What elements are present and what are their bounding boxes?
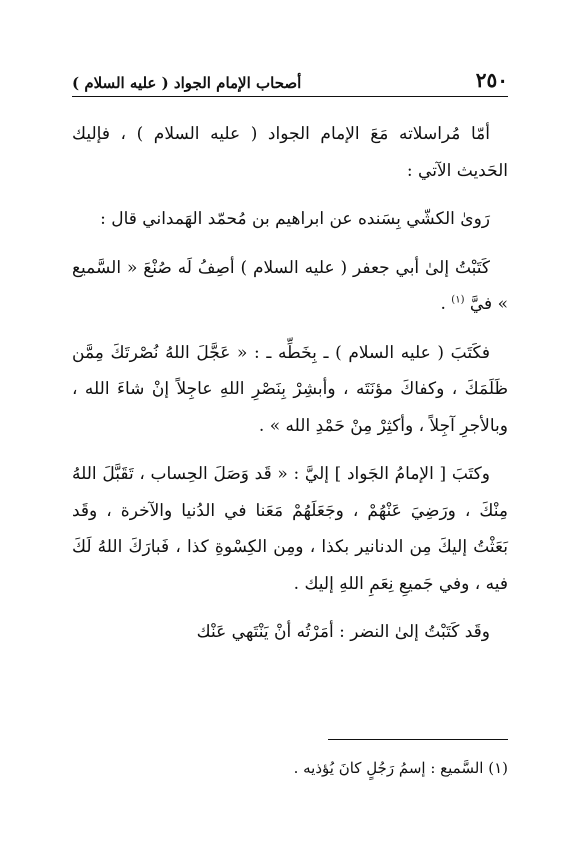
paragraph-narration: رَوىٰ الكشّي بِسَنده عن ابراهيم بن مُحمّد الهَمداني قال : [100,209,490,229]
paragraph-letter-request [72,250,508,323]
footnote-rule [328,739,508,740]
paragraph-second-letter: وكتَبَ [ الإمامُ الجَواد ] إليَّ : « قَد وَصَلَ الحِساب ، تَقَبَّلَ اللهُ مِنْكَ ، ورَضِيَ عَنْهُمْ ، وجَعَلَهُمْ مَعَنا في الدُنيا والآخرة ، وقَد بَعَثْتُ إليكَ مِن الدنانير بكذا ، ومِن الكِسْوةِ كذا ، فَبارَكَ اللهُ لَكَ فيه ، وفي جَميعِ نِعَمِ اللهِ إليك . [72,464,508,594]
letter-request-end: . [440,294,446,314]
header-rule [72,96,508,97]
running-title: أصحاب الإمام الجواد ( عليه السلام ) [72,74,302,92]
page-number: ٢٥٠ [475,68,508,92]
paragraph-intro: أمّا مُراسلاته مَعَ الإمام الجواد ( عليه السلام ) ، فإليك الحَديث الآتي : [72,124,508,181]
paragraph-nadr: وقَد كَتَبْتُ إلىٰ النضر : أمَرْتُه أنْ يَنْتَهي عَنْك [196,622,490,642]
footnote: (١) السَّميع : إسمُ رَجُلٍ كانَ يُؤذيه . [293,759,508,777]
paragraph-imam-reply: فكَتَبَ ( عليه السلام ) ـ بِخَطِّه ـ : « عَجَّلَ اللهُ نُصْرتَكَ مِمَّن ظَلَمَكَ ، وكفاكَ مؤنَتَه ، وأبشِرْ بِنَصْرِ اللهِ عاجِلاً إنْ شاءَ الله ، وبالأجرِ آجِلاً ، وأكثِرْ مِنْ حَمْدِ الله » . [72,342,508,436]
main-text [72,116,508,663]
page-header [72,66,508,92]
footnote-reference: (١) [451,294,465,306]
letter-request-text: كَتَبْتُ إلىٰ أبي جعفر ( عليه السلام ) أصِفُ لَه صُنْعَ « السَّميع » فيَّ [72,257,508,314]
